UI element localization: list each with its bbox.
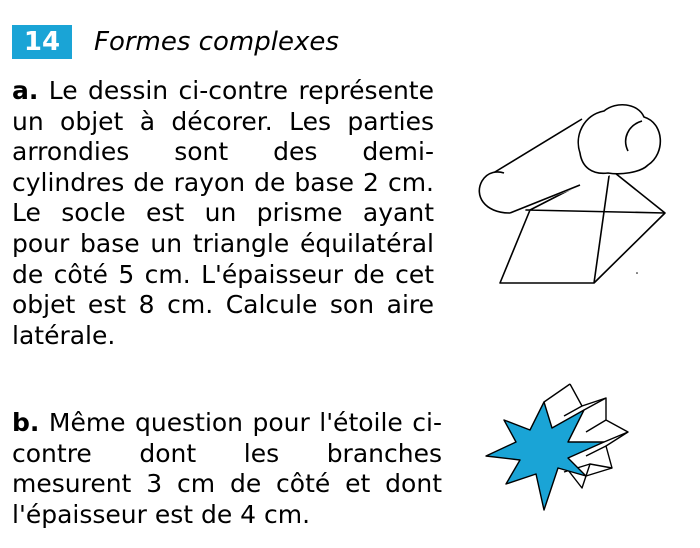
half-cylinder-front [578, 105, 660, 174]
star-prism-figure [478, 380, 638, 515]
question-a-label: a. [12, 76, 39, 105]
exercise-title: Formes complexes [94, 27, 339, 57]
star-edge [586, 468, 612, 476]
question-b-label: b. [12, 408, 40, 437]
question-b [12, 408, 442, 530]
question-b-text: Même question pour l'étoile ci-contre dont les branches mesurent 3 cm de côté et dont l'épaisseur est de 4 cm. [12, 408, 442, 529]
prism-half-cylinders-figure [470, 95, 675, 290]
question-a [12, 76, 434, 351]
star-edge [544, 384, 570, 402]
exercise-header [12, 24, 339, 60]
question-a-text: Le dessin ci-contre représente un objet à décorer. Les parties arrondies sont des demi-cylindres de rayon de base 2 cm. Le socle est un prisme ayant pour base un triangle équilatéral de côté 5 cm. L'épaisseur de cet objet est 8 cm. Calcule son aire latérale. [12, 76, 434, 350]
exercise-number-badge: 14 [12, 25, 72, 59]
prism-edge [610, 169, 665, 213]
prism-front-face [500, 210, 665, 283]
small-dot [636, 272, 638, 274]
